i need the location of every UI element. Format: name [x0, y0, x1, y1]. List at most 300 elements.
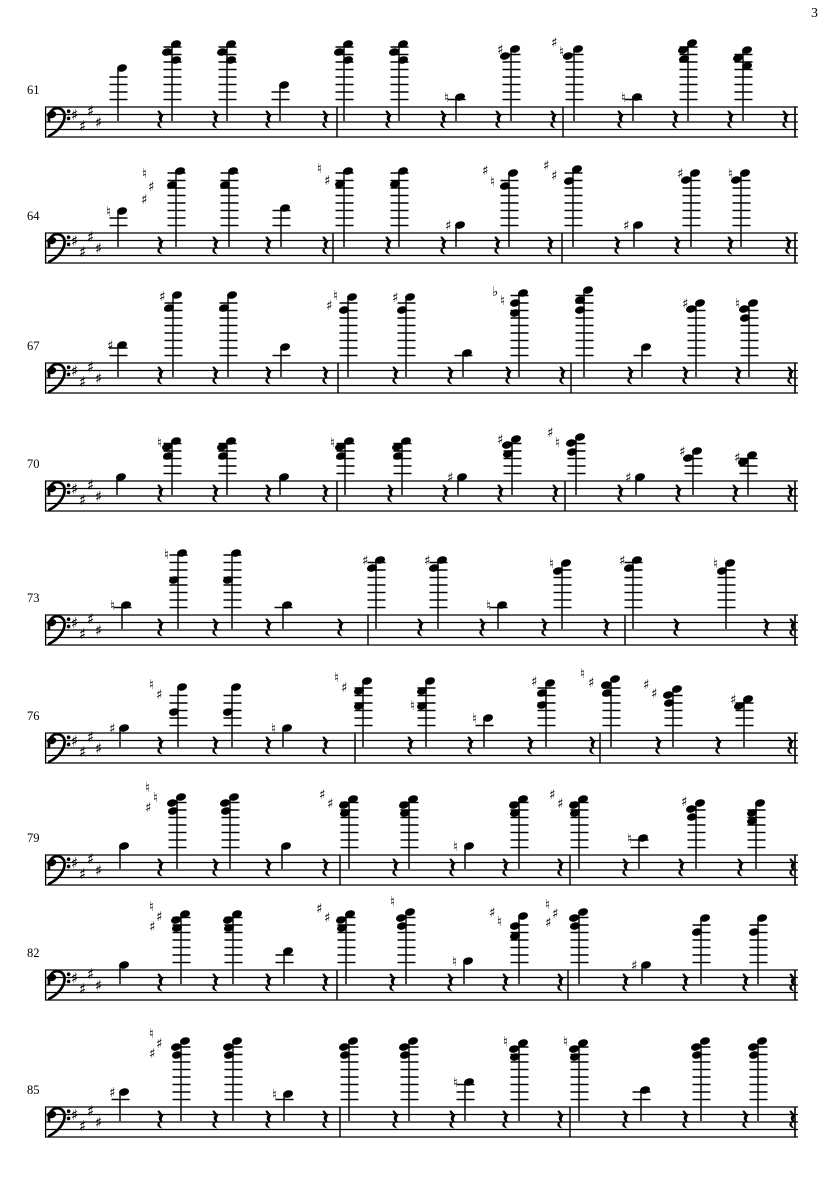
quarter-rest-icon — [322, 111, 328, 129]
key-sharp-icon: ♯ — [79, 1117, 87, 1136]
quarter-rest-icon — [787, 737, 793, 755]
chord — [691, 913, 711, 984]
key-sharp-icon: ♯ — [71, 613, 79, 632]
notehead — [216, 47, 228, 57]
chord — [545, 897, 589, 984]
quarter-rest-icon — [322, 737, 328, 755]
quarter-note — [271, 721, 293, 747]
chord — [549, 556, 572, 629]
system — [27, 666, 798, 763]
system — [27, 35, 798, 137]
sharp-icon: ♯ — [643, 676, 650, 693]
quarter-rest-icon — [392, 367, 398, 385]
quarter-note — [625, 470, 646, 495]
sharp-icon: ♯ — [362, 552, 369, 569]
quarter-rest-icon — [442, 485, 448, 503]
quarter-rest-icon — [727, 237, 733, 255]
quarter-rest-icon — [557, 1111, 563, 1129]
key-sharp-icon: ♯ — [79, 373, 87, 392]
quarter-rest-icon — [589, 737, 595, 755]
quarter-rest-icon — [782, 111, 788, 129]
quarter-rest-icon — [557, 859, 563, 877]
quarter-note — [453, 839, 475, 869]
notehead — [166, 798, 178, 808]
sharp-icon: ♯ — [148, 178, 155, 195]
quarter-rest-icon — [265, 859, 271, 877]
quarter-rest-icon — [502, 1111, 508, 1129]
key-sharp-icon: ♯ — [87, 728, 95, 747]
measure-number: 79 — [27, 831, 40, 845]
quarter-rest-icon — [322, 859, 328, 877]
quarter-note — [118, 960, 130, 984]
natural-icon: ♮ — [149, 898, 154, 915]
key-sharp-icon: ♯ — [87, 476, 95, 495]
sharp-icon: ♯ — [149, 918, 156, 935]
notehead — [568, 1044, 580, 1054]
natural-icon: ♮ — [410, 697, 415, 714]
quarter-note — [621, 90, 643, 121]
quarter-rest-icon — [265, 619, 271, 637]
sharp-icon: ♯ — [551, 167, 558, 184]
quarter-rest-icon — [682, 1111, 688, 1129]
quarter-note — [109, 1085, 130, 1121]
sharp-icon: ♯ — [681, 793, 688, 810]
chord — [149, 899, 191, 984]
quarter-rest-icon — [785, 237, 791, 255]
natural-icon: ♮ — [452, 953, 457, 970]
chord — [547, 425, 586, 495]
quarter-rest-icon — [157, 737, 163, 755]
chord — [503, 1034, 529, 1121]
sharp-icon: ♯ — [141, 191, 148, 208]
chord — [218, 290, 238, 377]
sharp-icon: ♯ — [679, 443, 686, 460]
chord — [732, 45, 753, 121]
chord — [149, 677, 188, 747]
quarter-rest-icon — [212, 237, 218, 255]
quarter-rest-icon — [447, 367, 453, 385]
quarter-rest-icon — [449, 859, 455, 877]
chord — [362, 553, 386, 629]
sharp-icon: ♯ — [145, 799, 152, 816]
chord — [531, 674, 556, 747]
natural-icon: ♮ — [390, 893, 395, 910]
quarter-rest-icon — [557, 974, 563, 992]
notehead — [333, 47, 345, 57]
notehead — [222, 1042, 234, 1052]
quarter-rest-icon — [337, 619, 343, 637]
quarter-rest-icon — [505, 367, 511, 385]
quarter-rest-icon — [265, 737, 271, 755]
key-sharp-icon: ♯ — [79, 625, 87, 644]
quarter-rest-icon — [157, 237, 163, 255]
sharp-icon: ♯ — [682, 295, 689, 312]
chord — [316, 901, 356, 984]
key-sharp-icon: ♯ — [87, 1102, 95, 1121]
chord — [398, 1036, 419, 1121]
key-sharp-icon: ♯ — [87, 228, 95, 247]
natural-icon: ♮ — [500, 292, 505, 309]
sharp-icon: ♯ — [497, 41, 504, 58]
quarter-rest-icon — [392, 1111, 398, 1129]
notehead — [690, 1042, 702, 1052]
chord — [219, 166, 239, 247]
key-sharp-icon: ♯ — [79, 980, 87, 999]
key-sharp-icon: ♯ — [71, 105, 79, 124]
sharp-icon: ♯ — [109, 720, 116, 737]
quarter-rest-icon — [212, 485, 218, 503]
natural-icon: ♮ — [334, 669, 339, 686]
key-sharp-icon: ♯ — [95, 976, 103, 995]
key-sharp-icon: ♯ — [95, 1113, 103, 1132]
quarter-rest-icon — [385, 111, 391, 129]
quarter-rest-icon — [157, 367, 163, 385]
quarter-note — [486, 598, 508, 629]
key-sharp-icon: ♯ — [71, 853, 79, 872]
quarter-rest-icon — [727, 111, 733, 129]
quarter-note — [447, 470, 468, 495]
natural-icon: ♮ — [472, 710, 477, 727]
chord — [690, 1036, 711, 1121]
notehead — [388, 47, 400, 57]
natural-icon: ♮ — [453, 838, 458, 855]
notehead — [161, 47, 173, 57]
chord — [482, 163, 519, 247]
notehead — [338, 800, 350, 810]
key-sharp-icon: ♯ — [71, 479, 79, 498]
chord — [330, 435, 355, 495]
quarter-rest-icon — [673, 619, 679, 637]
quarter-rest-icon — [212, 1111, 218, 1129]
chord — [389, 166, 409, 247]
key-sharp-icon: ♯ — [71, 968, 79, 987]
natural-icon: ♮ — [580, 665, 585, 682]
quarter-rest-icon — [322, 1111, 328, 1129]
sharp-icon: ♯ — [149, 1045, 156, 1062]
quarter-rest-icon — [732, 485, 738, 503]
chord — [735, 296, 759, 377]
natural-icon: ♮ — [728, 165, 733, 182]
quarter-rest-icon — [552, 485, 558, 503]
sharp-icon: ♯ — [107, 337, 114, 354]
chord — [679, 444, 703, 495]
chord — [161, 39, 182, 121]
key-sharp-icon: ♯ — [87, 358, 95, 377]
natural-icon: ♮ — [110, 597, 115, 614]
key-sharp-icon: ♯ — [95, 621, 103, 640]
key-sharp-icon: ♯ — [87, 965, 95, 984]
chord — [551, 35, 584, 121]
system — [27, 425, 798, 511]
notehead — [568, 913, 580, 923]
chord — [391, 436, 412, 495]
sharp-icon: ♯ — [631, 957, 638, 974]
sharp-icon: ♯ — [326, 297, 333, 314]
measure-number: 85 — [27, 1083, 40, 1097]
chord — [746, 798, 766, 869]
natural-icon: ♮ — [317, 160, 322, 177]
natural-icon: ♮ — [333, 287, 338, 304]
chord — [216, 436, 237, 495]
key-sharp-icon: ♯ — [79, 743, 87, 762]
quarter-rest-icon — [157, 111, 163, 129]
chord — [219, 792, 240, 869]
quarter-rest-icon — [440, 111, 446, 129]
natural-icon: ♮ — [621, 89, 626, 106]
notehead — [568, 800, 580, 810]
key-sharp-icon: ♯ — [79, 491, 87, 510]
quarter-rest-icon — [449, 1111, 455, 1129]
quarter-rest-icon — [559, 367, 565, 385]
quarter-note — [115, 472, 127, 495]
chord — [317, 161, 354, 247]
quarter-rest-icon — [157, 619, 163, 637]
quarter-rest-icon — [265, 367, 271, 385]
sharp-icon: ♯ — [623, 217, 630, 234]
quarter-note — [623, 218, 644, 247]
quarter-rest-icon — [541, 619, 547, 637]
natural-icon: ♮ — [271, 720, 276, 737]
quarter-note — [445, 218, 466, 247]
chord — [747, 1036, 768, 1121]
quarter-rest-icon — [265, 237, 271, 255]
chord — [643, 677, 683, 747]
quarter-rest-icon — [265, 111, 271, 129]
quarter-note — [278, 472, 290, 495]
quarter-rest-icon — [527, 737, 533, 755]
measure-number: 73 — [27, 591, 40, 605]
quarter-rest-icon — [322, 237, 328, 255]
system — [27, 1026, 798, 1137]
sharp-icon: ♯ — [447, 469, 454, 486]
quarter-rest-icon — [627, 367, 633, 385]
chord — [508, 794, 529, 869]
chord — [398, 794, 419, 869]
natural-icon: ♮ — [330, 434, 335, 451]
notehead — [508, 1044, 520, 1054]
sharp-icon: ♯ — [319, 786, 326, 803]
chord — [141, 166, 186, 247]
notehead — [398, 800, 410, 810]
quarter-note — [273, 342, 291, 377]
chord — [497, 432, 522, 495]
quarter-note — [472, 711, 494, 747]
sharp-icon: ♯ — [316, 900, 323, 917]
quarter-rest-icon — [550, 111, 556, 129]
natural-icon: ♮ — [545, 896, 550, 913]
natural-icon: ♮ — [106, 203, 111, 220]
quarter-rest-icon — [622, 859, 628, 877]
measure-number: 67 — [27, 339, 40, 353]
quarter-rest-icon — [212, 974, 218, 992]
quarter-note — [452, 954, 474, 984]
chord — [681, 794, 706, 869]
sharp-icon: ♯ — [109, 1084, 116, 1101]
chord — [713, 556, 736, 629]
quarter-note — [110, 598, 132, 629]
quarter-rest-icon — [212, 859, 218, 877]
quarter-note — [109, 721, 130, 747]
measure-number: 70 — [27, 457, 40, 471]
natural-icon: ♮ — [486, 597, 491, 614]
sharp-icon: ♯ — [677, 165, 684, 182]
chord — [222, 1036, 243, 1121]
chord — [728, 166, 751, 247]
sharp-icon: ♯ — [445, 217, 452, 234]
quarter-rest-icon — [495, 111, 501, 129]
sharp-icon: ♯ — [557, 795, 564, 812]
quarter-note — [107, 338, 128, 377]
quarter-rest-icon — [265, 485, 271, 503]
chord — [334, 670, 373, 747]
chord — [543, 158, 583, 247]
notehead — [562, 51, 574, 61]
sharp-icon: ♯ — [734, 449, 741, 466]
chord — [222, 682, 242, 747]
natural-icon: ♮ — [142, 165, 147, 182]
quarter-rest-icon — [675, 485, 681, 503]
sharp-icon: ♯ — [424, 552, 431, 569]
quarter-note — [633, 1085, 651, 1121]
sharp-icon: ♯ — [549, 786, 556, 803]
quarter-rest-icon — [212, 619, 218, 637]
page-number: 3 — [811, 6, 818, 21]
quarter-rest-icon — [389, 974, 395, 992]
notehead — [565, 438, 577, 448]
key-sharp-icon: ♯ — [71, 1105, 79, 1124]
chord — [216, 39, 237, 121]
flat-icon: ♭ — [492, 283, 499, 300]
quarter-rest-icon — [157, 485, 163, 503]
sharp-icon: ♯ — [625, 469, 632, 486]
sharp-icon: ♯ — [324, 172, 331, 189]
quarter-rest-icon — [502, 859, 508, 877]
sharp-icon: ♯ — [156, 686, 163, 703]
natural-icon: ♮ — [497, 913, 502, 930]
key-sharp-icon: ♯ — [95, 487, 103, 506]
quarter-rest-icon — [787, 485, 793, 503]
natural-icon: ♮ — [490, 173, 495, 190]
chord — [497, 42, 521, 121]
key-sharp-icon: ♯ — [95, 113, 103, 132]
quarter-rest-icon — [265, 1111, 271, 1129]
sharp-icon: ♯ — [551, 34, 558, 51]
natural-icon: ♮ — [713, 555, 718, 572]
natural-icon: ♮ — [549, 555, 554, 572]
quarter-rest-icon — [212, 111, 218, 129]
quarter-note — [631, 958, 652, 984]
sharp-icon: ♯ — [545, 914, 552, 931]
natural-icon: ♮ — [453, 1074, 458, 1091]
sharp-icon: ♯ — [730, 691, 737, 708]
quarter-rest-icon — [494, 237, 500, 255]
notehead — [508, 800, 520, 810]
notehead — [338, 1042, 350, 1052]
chord — [319, 787, 359, 869]
natural-icon: ♮ — [503, 1033, 508, 1050]
quarter-rest-icon — [674, 237, 680, 255]
natural-icon: ♮ — [153, 789, 158, 806]
notehead — [222, 915, 234, 925]
quarter-rest-icon — [385, 237, 391, 255]
quarter-rest-icon — [407, 737, 413, 755]
key-sharp-icon: ♯ — [87, 850, 95, 869]
key-sharp-icon: ♯ — [71, 361, 79, 380]
chord — [222, 909, 243, 984]
quarter-rest-icon — [479, 619, 485, 637]
sharp-icon: ♯ — [651, 685, 658, 702]
quarter-rest-icon — [502, 974, 508, 992]
chord — [164, 547, 188, 629]
notehead — [170, 915, 182, 925]
quarter-rest-icon — [157, 974, 163, 992]
sharp-icon: ♯ — [531, 673, 538, 690]
chord — [677, 166, 701, 247]
quarter-rest-icon — [497, 485, 503, 503]
sharp-icon: ♯ — [156, 1035, 163, 1052]
key-sharp-icon: ♯ — [95, 739, 103, 758]
natural-icon: ♮ — [149, 676, 154, 693]
notehead — [398, 1042, 410, 1052]
quarter-rest-icon — [387, 485, 393, 503]
chord — [338, 1036, 359, 1121]
natural-icon: ♮ — [559, 43, 564, 60]
key-sharp-icon: ♯ — [71, 231, 79, 250]
chord — [326, 288, 358, 377]
quarter-rest-icon — [655, 737, 661, 755]
sharp-icon: ♯ — [552, 905, 559, 922]
quarter-rest-icon — [212, 367, 218, 385]
natural-icon: ♮ — [563, 1033, 568, 1050]
chord — [159, 289, 183, 377]
key-sharp-icon: ♯ — [87, 102, 95, 121]
key-sharp-icon: ♯ — [95, 861, 103, 880]
chord — [388, 39, 409, 121]
notehead — [662, 690, 674, 700]
quarter-rest-icon — [622, 974, 628, 992]
quarter-rest-icon — [322, 974, 328, 992]
sharp-icon: ♯ — [497, 431, 504, 448]
measure-number: 82 — [27, 946, 40, 960]
natural-icon: ♮ — [555, 434, 560, 451]
sharp-icon: ♯ — [547, 424, 554, 441]
key-sharp-icon: ♯ — [79, 865, 87, 884]
notehead — [219, 798, 231, 808]
chord — [619, 553, 643, 629]
quarter-rest-icon — [467, 737, 473, 755]
chord — [730, 692, 754, 747]
system — [27, 284, 798, 393]
measure-number: 76 — [27, 709, 40, 723]
system — [27, 780, 798, 885]
natural-icon: ♮ — [157, 434, 162, 451]
notehead — [170, 1042, 182, 1052]
quarter-rest-icon — [322, 367, 328, 385]
chord — [222, 548, 242, 629]
quarter-note — [276, 946, 294, 984]
quarter-rest-icon — [742, 1111, 748, 1129]
quarter-rest-icon — [417, 619, 423, 637]
quarter-rest-icon — [212, 737, 218, 755]
chord — [410, 676, 436, 747]
key-sharp-icon: ♯ — [71, 731, 79, 750]
quarter-rest-icon — [622, 1111, 628, 1129]
quarter-rest-icon — [547, 237, 553, 255]
key-sharp-icon: ♯ — [79, 117, 87, 136]
key-sharp-icon: ♯ — [95, 369, 103, 388]
quarter-rest-icon — [742, 974, 748, 992]
quarter-rest-icon — [682, 974, 688, 992]
